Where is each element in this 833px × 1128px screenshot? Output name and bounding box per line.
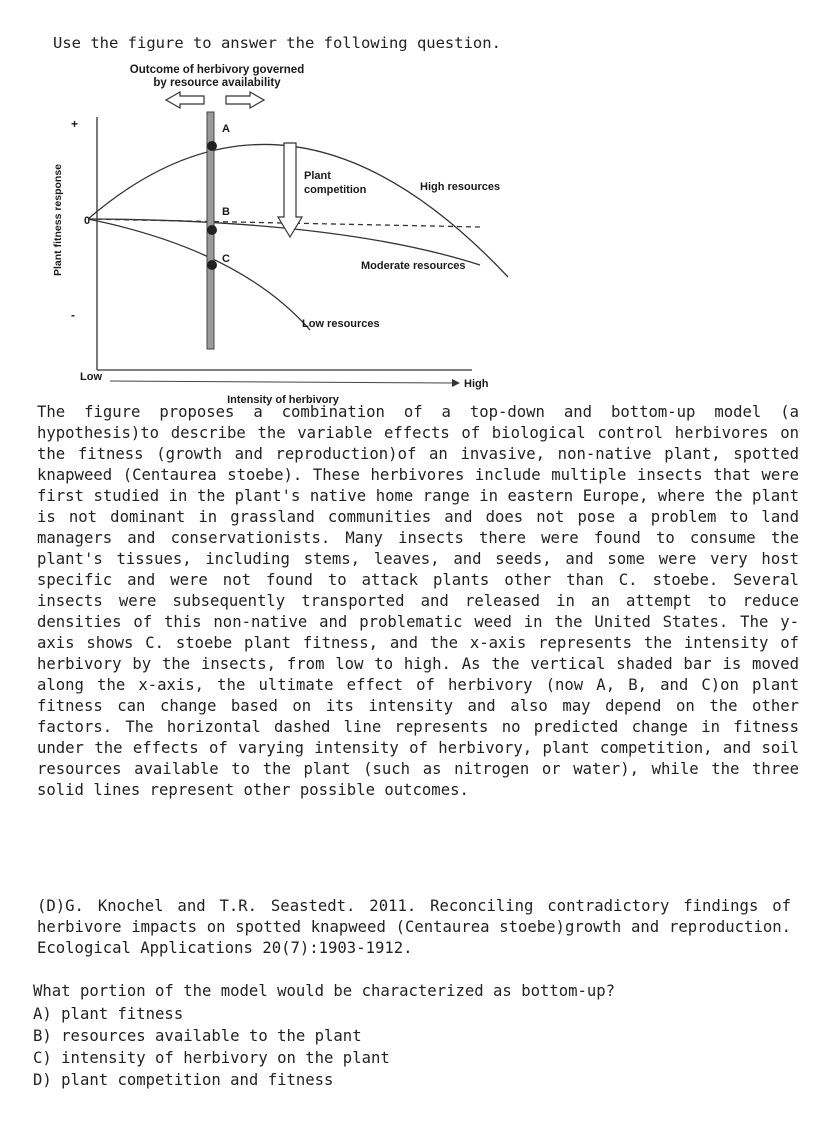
high-resources-label: High resources <box>420 181 501 193</box>
point-c-marker <box>207 260 217 270</box>
x-low-label: Low <box>80 371 102 383</box>
y-minus-label: - <box>71 308 75 322</box>
high-resources-curve <box>88 144 508 277</box>
moderate-resources-label: Moderate resources <box>361 260 466 272</box>
point-a-marker <box>207 141 217 151</box>
herbivory-diagram <box>40 55 540 410</box>
answer-options <box>33 1003 390 1091</box>
option-d[interactable]: D) plant competition and fitness <box>33 1071 334 1089</box>
point-b-label: B <box>222 206 230 218</box>
left-arrow-icon <box>166 92 204 108</box>
option-b[interactable]: B) resources available to the plant <box>33 1027 362 1045</box>
point-a-label: A <box>222 123 230 135</box>
low-resources-curve <box>88 219 310 330</box>
y-plus-label: + <box>71 117 79 131</box>
citation-text: (D)G. Knochel and T.R. Seastedt. 2011. Reconciling contradictory findings of herbivore impacts on spotted knapweed (Centaurea stoebe)growth and reproduction. Ecological Applications 20(7):1903-1912. <box>37 897 791 957</box>
intro-text: Use the figure to answer the following question. <box>53 34 501 52</box>
plant-competition-label-line2: competition <box>304 184 367 196</box>
figure-title-line2: by resource availability <box>153 77 281 89</box>
x-axis-label: Intensity of herbivory <box>227 394 339 406</box>
y-axis-label: Plant fitness response <box>52 163 64 277</box>
point-c-label: C <box>222 253 230 265</box>
x-scale-arrowhead-icon <box>452 379 460 387</box>
x-scale-line <box>110 381 452 383</box>
plant-competition-arrow-icon <box>278 143 302 237</box>
option-a[interactable]: A) plant fitness <box>33 1005 184 1023</box>
y-zero-label: 0 <box>84 215 91 227</box>
passage-text: The figure proposes a combination of a top-down and bottom-up model (a hypothesis)to describe the variable effects of biological control herbivores on the fitness (growth and reproduction)of an invasive, non-native plant, spotted knapweed (Centaurea stoebe). These herbivores include multiple insects that were first studied in the plant's native home range in eastern Europe, where the plant is not dominant in grassland communities and does not pose a problem to land managers and conservationists. Many insects there were found to consume the plant's tissues, including stems, leaves, and seeds, and some were very host specific and were not found to attack plants other than C. stoebe. Several insects were subsequently transported and released in an attempt to reduce densities of this non-native and problematic weed in the United States. The y-axis shows C. stoebe plant fitness, and the x-axis represents the intensity of herbivory by the insects, from low to high. As the vertical shaded bar is moved along the x-axis, the ultimate effect of herbivory (now A, B, and C)on plant fitness can change based on its intensity and also may depend on the other factors. The horizontal dashed line represents no predicted change in fitness under the effects of varying intensity of herbivory, plant competition, and soil resources available to the plant (such as nitrogen or water), while the three solid lines represent other possible outcomes. <box>37 403 799 799</box>
point-b-marker <box>207 225 217 235</box>
option-c[interactable]: C) intensity of herbivory on the plant <box>33 1049 390 1067</box>
right-arrow-icon <box>226 92 264 108</box>
x-high-label: High <box>464 378 489 390</box>
low-resources-label: Low resources <box>302 318 380 330</box>
plant-competition-label-line1: Plant <box>304 170 331 182</box>
question-text: What portion of the model would be characterized as bottom-up? <box>33 982 616 1000</box>
figure-title-line1: Outcome of herbivory governed <box>129 64 305 76</box>
